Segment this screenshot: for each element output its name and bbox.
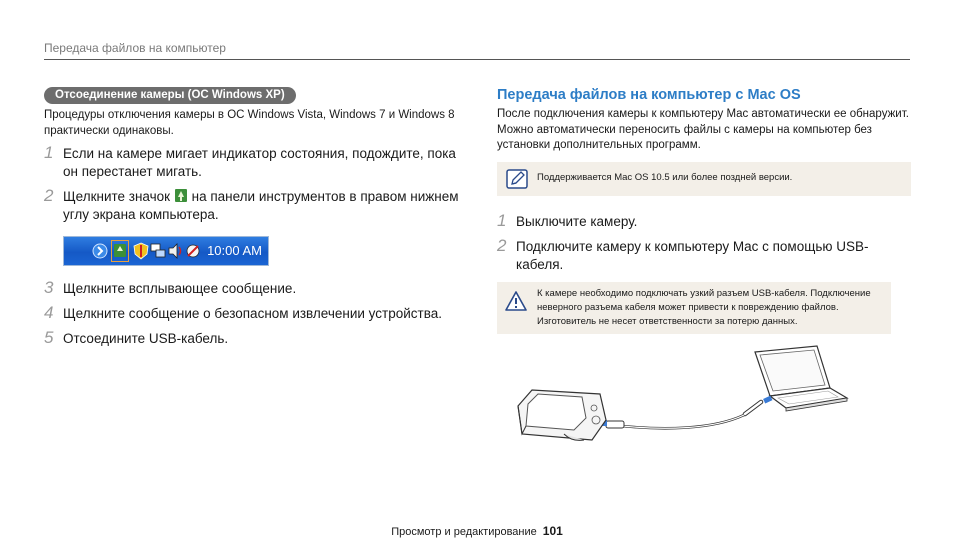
step-2 [44, 188, 464, 224]
step-text: Отсоедините USB-кабель. [63, 331, 229, 346]
step-number: 5 [44, 328, 54, 347]
note-text: Поддерживается Mac OS 10.5 или более поздней версии. [537, 171, 793, 183]
right-column [497, 86, 911, 334]
step-number: 2 [497, 235, 507, 255]
step-1 [44, 145, 464, 181]
footer-section-label: Просмотр и редактирование [391, 526, 537, 538]
step-text: Подключите камеру к компьютеру Mac с помощью USB-кабеля. [516, 238, 869, 272]
volume-tray-icon[interactable] [167, 242, 183, 260]
header-divider [44, 59, 910, 60]
step-number: 2 [44, 186, 54, 205]
warning-triangle-icon [505, 291, 527, 311]
left-steps [44, 145, 464, 348]
warning-box [497, 282, 891, 334]
step-number: 1 [44, 143, 54, 162]
page-number: 101 [542, 524, 563, 538]
step-number: 3 [44, 278, 54, 297]
taskbar-clock: 10:00 AM [207, 243, 262, 258]
left-column [44, 85, 464, 348]
shield-tray-icon[interactable] [133, 242, 149, 260]
step-number: 4 [44, 303, 54, 322]
step-4 [44, 305, 464, 323]
camera-drawing [518, 390, 606, 440]
step-text: Щелкните всплывающее сообщение. [63, 281, 297, 296]
left-intro: Процедуры отключения камеры в ОС Windows Vista, Windows 7 и Windows 8 практически одинаковы. [44, 109, 455, 137]
note-pencil-icon [506, 169, 528, 189]
step-text: Выключите камеру. [516, 213, 638, 229]
page-header: Передача файлов на компьютер [44, 41, 226, 55]
step-text: Если на камере мигает индикатор состояния, подождите, пока он перестанет мигать. [63, 146, 456, 179]
step-5 [44, 330, 464, 348]
warning-text: К камере необходимо подключать узкий разъем USB-кабеля. Подключение неверного разъема кабеля может привести к повреждению файлов. Изготовитель не несет ответственности за потерю данных. [537, 287, 871, 327]
step-text-before: Щелкните значок [63, 189, 171, 204]
step-number: 1 [497, 210, 507, 230]
mac-step-1 [497, 210, 911, 231]
page-footer [0, 524, 954, 538]
step-3 [44, 280, 464, 298]
section-title-mac: Передача файлов на компьютер с Mac OS [497, 87, 801, 103]
right-intro: После подключения камеры к компьютеру Mac автоматически ее обнаружит. Можно автоматически переносить файлы с камеры на компьютер без установки дополнительных программ. [497, 108, 909, 151]
camera-to-laptop-illustration [512, 340, 852, 448]
safely-remove-hardware-icon [174, 188, 188, 203]
right-steps [497, 210, 911, 274]
note-box [497, 162, 911, 196]
arrow-expand-icon[interactable] [92, 242, 108, 260]
step-text: Щелкните сообщение о безопасном извлечении устройства. [63, 306, 442, 321]
status-tray-icon[interactable] [185, 242, 201, 260]
step-text-after: на панели инструментов в правом нижнем углу экрана компьютера. [63, 189, 459, 222]
usb-cable-drawing [598, 396, 772, 429]
mac-step-2 [497, 235, 911, 274]
safely-remove-tray-icon[interactable] [111, 240, 129, 262]
network-tray-icon[interactable] [150, 242, 166, 260]
windows-taskbar [63, 236, 269, 266]
section-pill-windows-xp: Отсоединение камеры (ОС Windows XP) [44, 87, 296, 104]
